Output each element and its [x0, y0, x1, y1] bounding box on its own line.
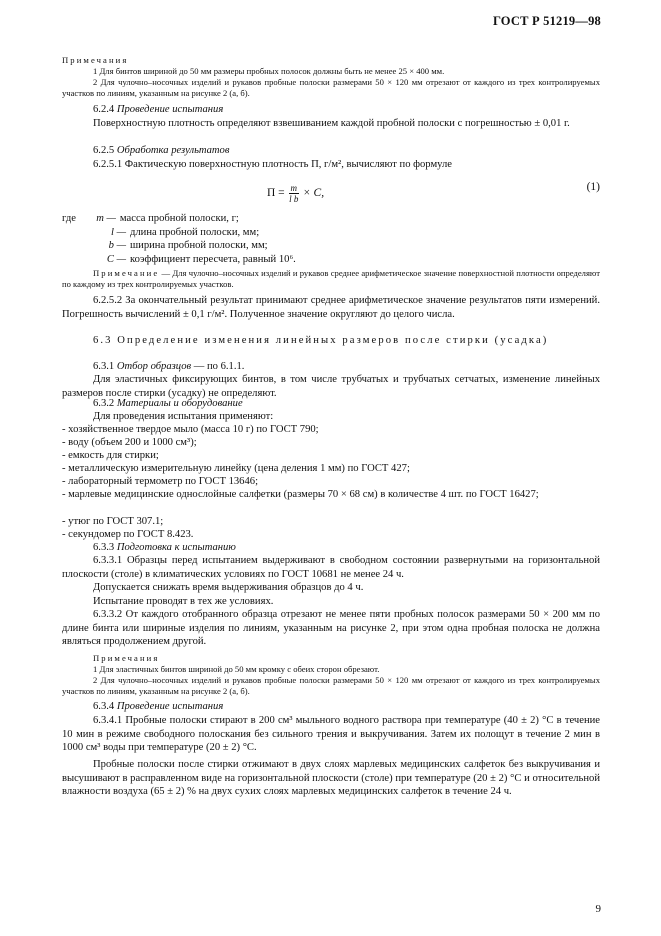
note-item: 1 Для бинтов шириной до 50 мм размеры пробных полосок должны быть не менее 25 × 400 мм.: [93, 66, 445, 76]
paragraph: 6.3.3.1 Образцы перед испытанием выдерживают в свободном состоянии развернутыми на горизонтальной плоскости (столе) в климатических условиях по ГОСТ 10681 не менее 24 ч.: [62, 555, 600, 580]
paragraph: 6.3.4.1 Пробные полоски стирают в 200 см³ мыльного водного раствора при температуре (40 ± 2) °С в течение 10 мин в режиме свободного полоскания без сильного трения и выкручивания. Затем их полощут в течение 2 мин в 1000 см³ воды при температуре (20 ± 2) °С.: [62, 715, 600, 754]
list-item: - секундомер по ГОСТ 8.423.: [62, 529, 194, 540]
paragraph: Испытание проводят в тех же условиях.: [93, 596, 274, 607]
paragraph: Поверхностную плотность определяют взвешиванием каждой пробной полоски с погрешностью ± 0,01 г.: [93, 118, 570, 129]
list-item: - хозяйственное твердое мыло (масса 10 г) по ГОСТ 790;: [62, 424, 319, 435]
section-heading: 6.2.5 Обработка результатов: [93, 145, 230, 156]
note-title: Примечания: [62, 55, 129, 65]
paragraph: Для эластичных фиксирующих бинтов, в том числе трубчатых и трубчатых сетчатых, изменение линейных размеров после стирки (усадку) не определяют.: [62, 374, 600, 399]
paragraph: 6.3.3.2 От каждого отобранного образца отрезают не менее пяти пробных полосок размерами 50 × 200 мм по длине бинта или шириные изделия по линиям, указанным на рисунке 2, при этом одна пробная полоска не должна являться продолжением другой.: [62, 609, 600, 648]
section-heading: 6.3.2 Материалы и оборудование: [93, 398, 243, 409]
paragraph: Допускается снижать время выдерживания образцов до 4 ч.: [93, 582, 364, 593]
note-item: 1 Для эластичных бинтов шириной до 50 мм кромку с обеих сторон обрезают.: [93, 664, 380, 674]
standard-header: ГОСТ Р 51219—98: [492, 14, 601, 28]
note-item: 2 Для чулочно–носочных изделий и рукавов пробные полоски размерами 50 × 120 мм отрезают от каждого из трех контролируемых участков по линиям, указанным на рисунке 2 (а, б).: [62, 77, 600, 99]
formula-number: (1): [586, 181, 600, 193]
list-item: - воду (объем 200 и 1000 см³);: [62, 437, 197, 448]
section-heading: 6.3.3 Подготовка к испытанию: [93, 542, 236, 553]
note-item: 2 Для чулочно–носочных изделий и рукавов пробные полоски размерами 50 × 120 мм отрезают от каждого из трех контролируемых участков по линиям, указанным на рисунке 2 (а, б).: [62, 675, 600, 697]
section-heading: 6.3.4 Проведение испытания: [93, 701, 224, 712]
paragraph: Пробные полоски после стирки отжимают в двух слоях марлевых медицинских салфеток без выкручивания и высушивают в расправленном виде на горизонтальной плоскости (столе) при температуре (20 ± 2) °С и относительной влажности воздуха (65 ± 2) % на двух сухих слоях марлевых медицинских салфеток в течение 24 ч.: [62, 759, 600, 798]
paragraph: 6.2.5.1 Фактическую поверхностную плотность П, г/м², вычисляют по формуле: [93, 159, 452, 170]
formula: П = $\frac{m}{\text{l b}}$ × С, (1): [267, 181, 600, 204]
section-heading: 6.3.1 Отбор образцов — по 6.1.1.: [93, 361, 245, 372]
list-item: - емкость для стирки;: [62, 450, 159, 461]
list-item: - лабораторный термометр по ГОСТ 13646;: [62, 476, 259, 487]
paragraph: 6.2.5.2 За окончательный результат принимают среднее арифметическое значение результатов пяти измерений. Погрешность вычислений ± 0,1 г/м². Полученное значение округляют до целого числа.: [62, 295, 600, 320]
section-heading: 6.3 Определение изменения линейных размеров после стирки (усадка): [93, 335, 549, 346]
list-item: - марлевые медицинские однослойные салфетки (размеры 70 × 68 см) в количестве 4 шт. по ГОСТ 16427;: [62, 489, 539, 500]
list-item: - утюг по ГОСТ 307.1;: [62, 516, 164, 527]
definitions-list: где m — масса пробной полоски, г; l — длина пробной полоски, мм; b — ширина пробной полоски, мм; C — коэффициент пересчета, равный 10⁶.: [62, 213, 296, 265]
section-heading: 6.2.4 Проведение испытания: [93, 104, 224, 115]
note-title: Примечания: [93, 653, 160, 663]
paragraph: Для проведения испытания применяют:: [93, 411, 274, 422]
note: Примечание — Для чулочно–носочных изделий и рукавов среднее арифметическое значение поверхностной плотности определяют по каждому из трех контролируемых участков.: [62, 268, 600, 290]
page-number: 9: [595, 903, 601, 915]
list-item: - металлическую измерительную линейку (цена деления 1 мм) по ГОСТ 427;: [62, 463, 410, 474]
